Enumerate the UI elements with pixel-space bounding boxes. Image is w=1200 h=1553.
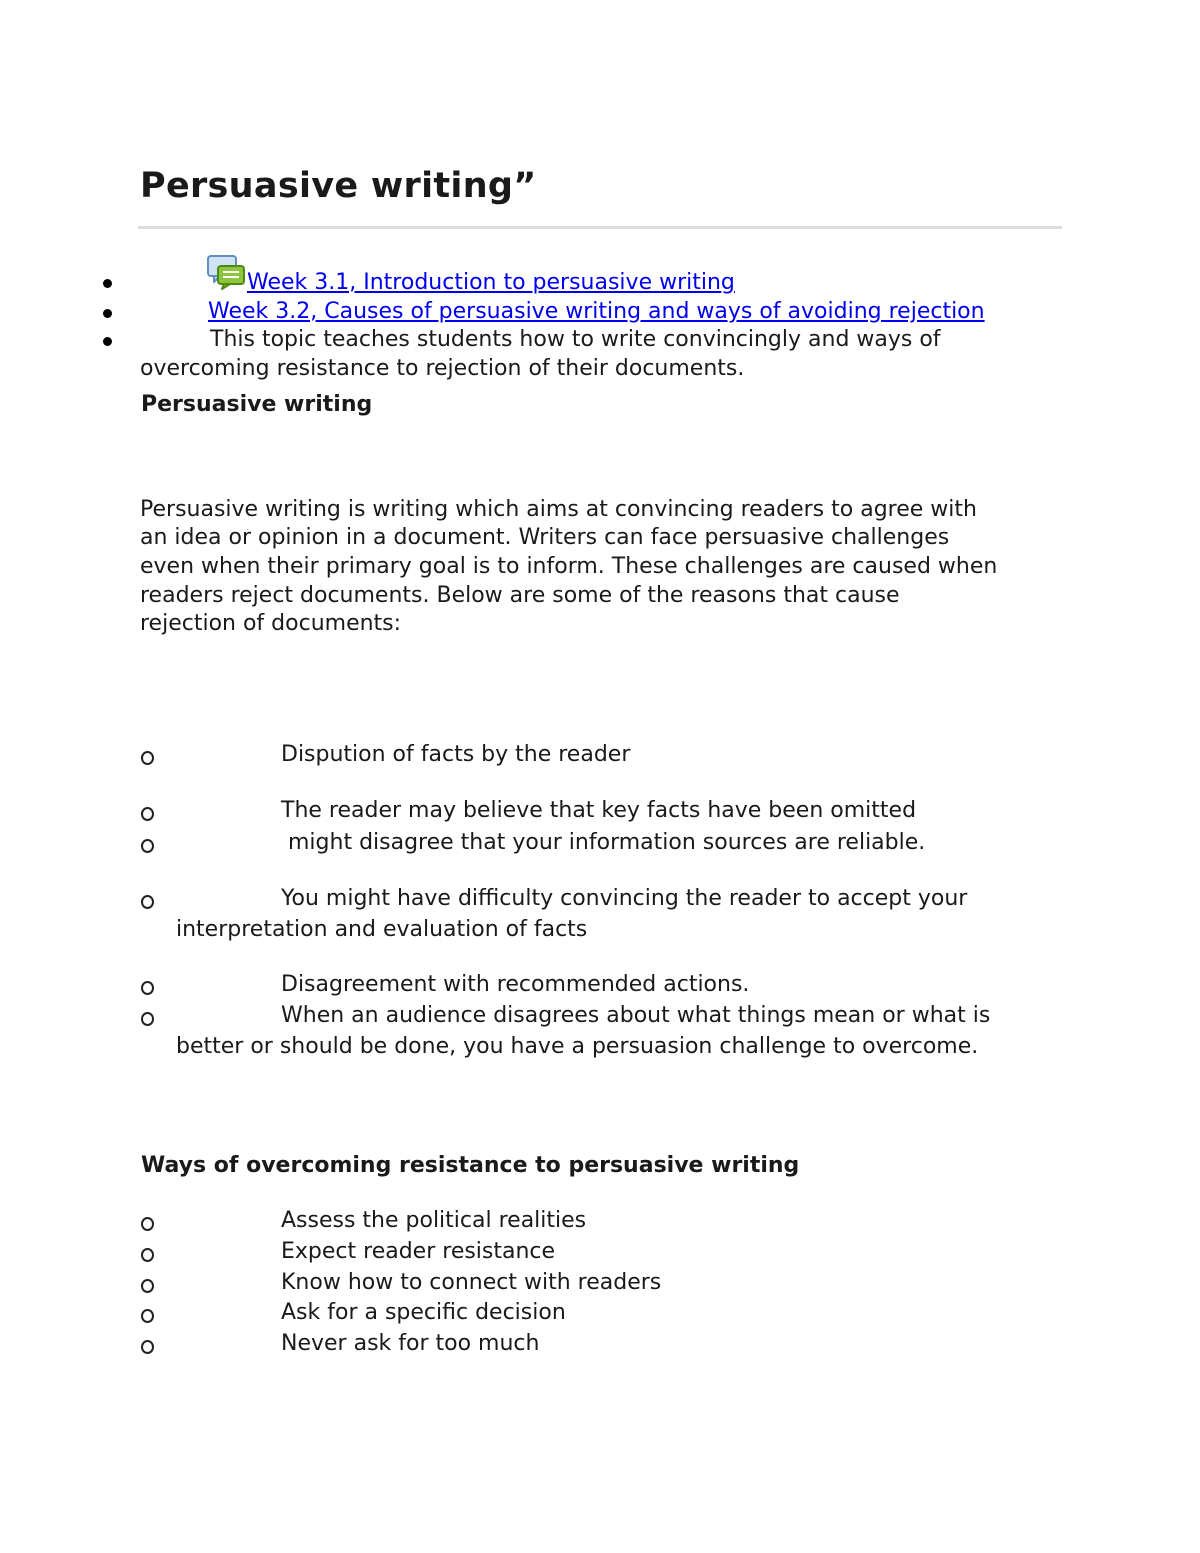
list-item: Ask for a specific decision (281, 1300, 566, 1325)
section-heading: Ways of overcoming resistance to persuasive writing (141, 1153, 800, 1178)
week-3-1-link[interactable]: Week 3.1, Introduction to persuasive writing (247, 270, 735, 295)
circle-bullet-icon (141, 981, 154, 995)
disc-bullet-icon (103, 279, 112, 288)
section-heading: Persuasive writing (141, 392, 373, 417)
list-item-continuation: better or should be done, you have a persuasion challenge to overcome. (176, 1034, 979, 1059)
list-item: The reader may believe that key facts have been omitted (281, 798, 917, 823)
circle-bullet-icon (141, 895, 154, 909)
title-divider (138, 226, 1062, 229)
forum-chat-icon (206, 254, 246, 290)
circle-bullet-icon (141, 751, 154, 765)
circle-bullet-icon (141, 1012, 154, 1026)
circle-bullet-icon (141, 1217, 154, 1231)
page-title: Persuasive writing” (140, 166, 537, 206)
paragraph-line: Persuasive writing is writing which aims at convincing readers to agree with (140, 497, 977, 522)
list-item: When an audience disagrees about what things mean or what is (281, 1003, 991, 1028)
disc-bullet-icon (103, 309, 112, 318)
list-item: Disagreement with recommended actions. (281, 972, 750, 997)
list-item: Never ask for too much (281, 1331, 540, 1356)
topic-summary-line-1: This topic teaches students how to write convincingly and ways of (210, 327, 941, 352)
paragraph-line: rejection of documents: (140, 611, 402, 636)
circle-bullet-icon (141, 839, 154, 853)
list-item: Know how to connect with readers (281, 1270, 662, 1295)
circle-bullet-icon (141, 1340, 154, 1354)
paragraph-line: even when their primary goal is to inform. These challenges are caused when (140, 554, 998, 579)
circle-bullet-icon (141, 1248, 154, 1262)
circle-bullet-icon (141, 807, 154, 821)
list-item: Assess the political realities (281, 1208, 587, 1233)
list-item: Expect reader resistance (281, 1239, 556, 1264)
list-item: You might have difficulty convincing the reader to accept your (281, 886, 968, 911)
circle-bullet-icon (141, 1279, 154, 1293)
disc-bullet-icon (103, 337, 112, 346)
list-item: Dispution of facts by the reader (281, 742, 631, 767)
circle-bullet-icon (141, 1309, 154, 1323)
list-item-continuation: interpretation and evaluation of facts (176, 917, 588, 942)
week-3-2-link[interactable]: Week 3.2, Causes of persuasive writing and ways of avoiding rejection (208, 299, 985, 324)
topic-summary-line-2: overcoming resistance to rejection of their documents. (140, 356, 745, 381)
paragraph-line: an idea or opinion in a document. Writers can face persuasive challenges (140, 525, 950, 550)
list-item: might disagree that your information sources are reliable. (281, 830, 926, 855)
paragraph-line: readers reject documents. Below are some of the reasons that cause (140, 583, 900, 608)
